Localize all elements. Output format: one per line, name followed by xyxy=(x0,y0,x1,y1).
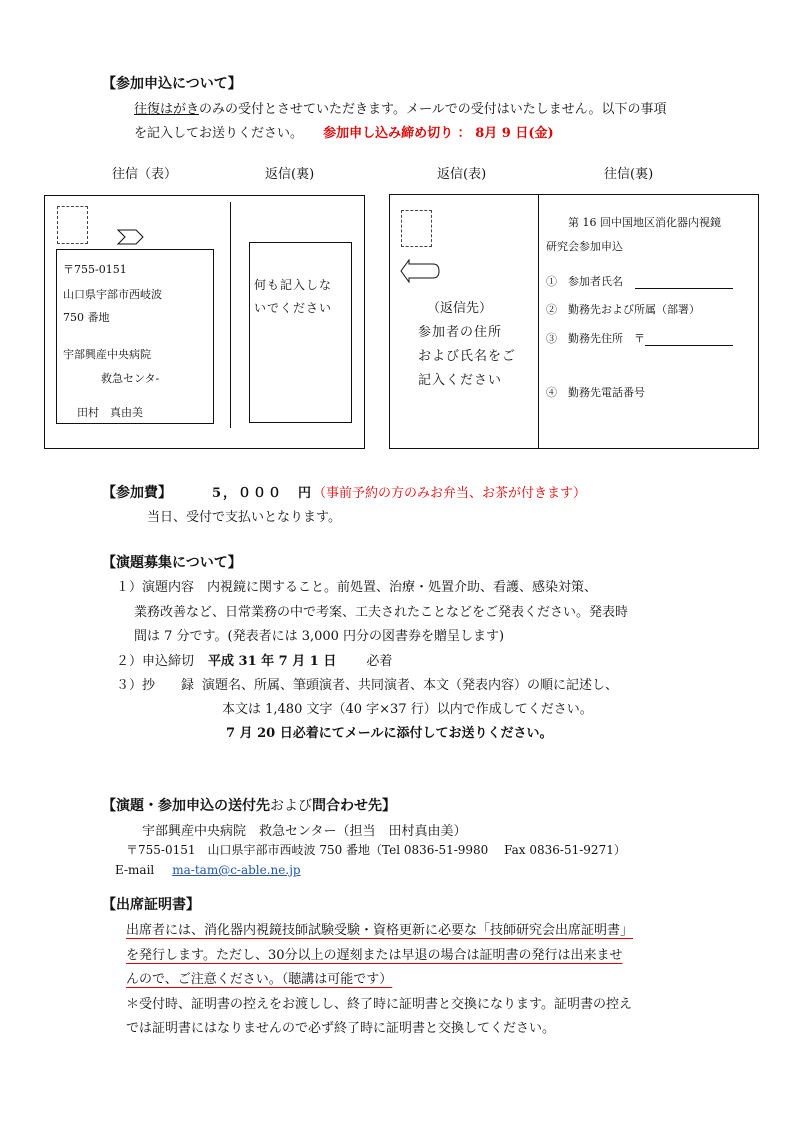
card-divider-left xyxy=(230,202,231,428)
contact-heading-a: 【演題・参加申込の送付先 xyxy=(102,798,270,814)
address-fill-line xyxy=(645,345,733,346)
contact-line1: 宇部興産中央病院 救急センター（担当 田村真由美） xyxy=(142,824,467,839)
reply-front-line3: 記入ください xyxy=(418,373,503,388)
contact-heading xyxy=(102,795,396,815)
outgoing-address1: 山口県宇部市西岐波 xyxy=(63,288,162,301)
certificate-heading: 【出席証明書】 xyxy=(102,897,200,913)
topics-line1: １）演題内容 内視鏡に関すること。前処置、治療・処置介助、看護、感染対策、 xyxy=(116,580,598,595)
topics-line4 xyxy=(116,650,392,669)
apply-line2-text: を記入してお送りください。 xyxy=(134,126,304,141)
email-label: E-mail xyxy=(115,863,155,877)
topics-line6: 本文は 1,480 文字（40 字×37 行）以内で作成してください。 xyxy=(222,702,593,717)
back-item4: ④ 勤務先電話番号 xyxy=(546,386,645,399)
apply-heading: 【参加申込について】 xyxy=(102,76,242,92)
certificate-line3: んので、ご注意ください。（聴講は可能です） xyxy=(126,972,393,987)
label-reply-back: 返信(裏) xyxy=(265,167,315,182)
reply-back-text1: 何も記入しな xyxy=(254,278,333,292)
topics-heading: 【演題募集について】 xyxy=(102,555,242,571)
apply-line2 xyxy=(134,122,554,141)
back-item2: ② 勤務先および所属（部署） xyxy=(546,303,700,316)
label-reply-front: 返信(表) xyxy=(437,167,487,182)
back-title2: 研究会参加申込 xyxy=(546,240,623,253)
back-item1-text: ① 参加者氏名 xyxy=(546,275,623,288)
reply-front-line2: および氏名をご xyxy=(418,349,517,364)
deadline-date: 平成 31 年 7 月 1 日 xyxy=(208,654,337,669)
reply-back-text2: いでください xyxy=(254,301,333,315)
reply-front-line1: 参加者の住所 xyxy=(418,325,503,340)
fee-note: （事前予約の方のみお弁当、お茶が付きます） xyxy=(313,486,587,501)
abstract-label: ３）抄 録 xyxy=(116,678,195,693)
certificate-line2: を発行します。ただし、30分以上の遅刻または早退の場合は証明書の発行は出来ませ xyxy=(126,948,623,963)
card-divider-right xyxy=(538,195,539,448)
stamp-box-left xyxy=(57,206,88,244)
reply-postcard-text: 往復はがき xyxy=(134,102,200,117)
fee-line xyxy=(102,482,586,502)
certificate-line5: では証明書にはなりませんので必ず終了時に証明書と交換してください。 xyxy=(126,1021,556,1036)
contact-email-line xyxy=(115,863,301,877)
outgoing-postcode: 〒755-0151 xyxy=(63,263,127,276)
contact-line2: 〒755-0151 山口県宇部市西岐波 750 番地（Tel 0836-51-9980 Fax 0836-51-9271） xyxy=(126,843,626,857)
back-item3 xyxy=(546,330,733,346)
fee-heading: 【参加費】 xyxy=(102,485,172,501)
outgoing-dept: 救急センタ- xyxy=(101,372,160,385)
back-item1 xyxy=(546,273,733,289)
stamp-box-right xyxy=(401,210,432,247)
back-title1: 第 16 回中国地区消化器内視鏡 xyxy=(568,216,721,229)
label-outgoing-front: 往信（表） xyxy=(112,167,178,182)
outgoing-person: 田村 真由美 xyxy=(77,406,143,419)
topics-line3: 間は 7 分です。(発表者には 3,000 円分の図書券を贈呈します) xyxy=(134,629,505,644)
apply-line1-rest: のみの受付とさせていただきます。メールでの受付はいたしません。以下の事項 xyxy=(199,102,667,117)
reply-back-box xyxy=(249,242,352,423)
apply-line1 xyxy=(134,98,667,117)
contact-heading-c: 問合わせ先】 xyxy=(312,798,396,814)
label-outgoing-back: 往信(裏) xyxy=(604,167,654,182)
certificate-line4: ＊受付時、証明書の控えをお渡しし、終了時に証明書と交換になります。証明書の控え xyxy=(126,997,632,1012)
fee-amount: 5，０００ 円 xyxy=(212,486,314,501)
topics-line5 xyxy=(116,674,618,693)
topics-line2: 業務改善など、日常業務の中で考案、工夫されたことなどをご発表ください。発表時 xyxy=(134,605,629,620)
back-item3-text: ③ 勤務先住所 〒 xyxy=(546,332,645,345)
arrow-right-icon xyxy=(117,228,145,250)
outgoing-hospital: 宇部興産中央病院 xyxy=(63,348,151,361)
outgoing-address2: 750 番地 xyxy=(63,311,110,324)
topics-line7: 7 月 20 日必着にてメールに添付してお送りください。 xyxy=(226,726,553,741)
curved-arrow-icon xyxy=(399,259,441,287)
name-fill-line xyxy=(635,288,733,289)
reply-front-label: （返信先） xyxy=(427,301,493,316)
deadline-label: ２）申込締切 xyxy=(116,654,195,669)
certificate-line1: 出席者には、消化器内視鏡技師試験受験・資格更新に必要な「技師研究会出席証明書」 xyxy=(126,923,634,938)
email-link[interactable]: ma-tam@c-able.ne.jp xyxy=(172,863,301,877)
contact-heading-b: および xyxy=(270,798,312,814)
abstract-text: 演題名、所属、筆頭演者、共同演者、本文（発表内容）の順に記述し、 xyxy=(202,678,619,693)
apply-deadline: 参加申し込み締め切り ： 8月 9 日(金) xyxy=(323,126,554,141)
deadline-note: 必着 xyxy=(366,654,393,669)
fee-payment: 当日、受付で支払いとなります。 xyxy=(147,510,341,525)
